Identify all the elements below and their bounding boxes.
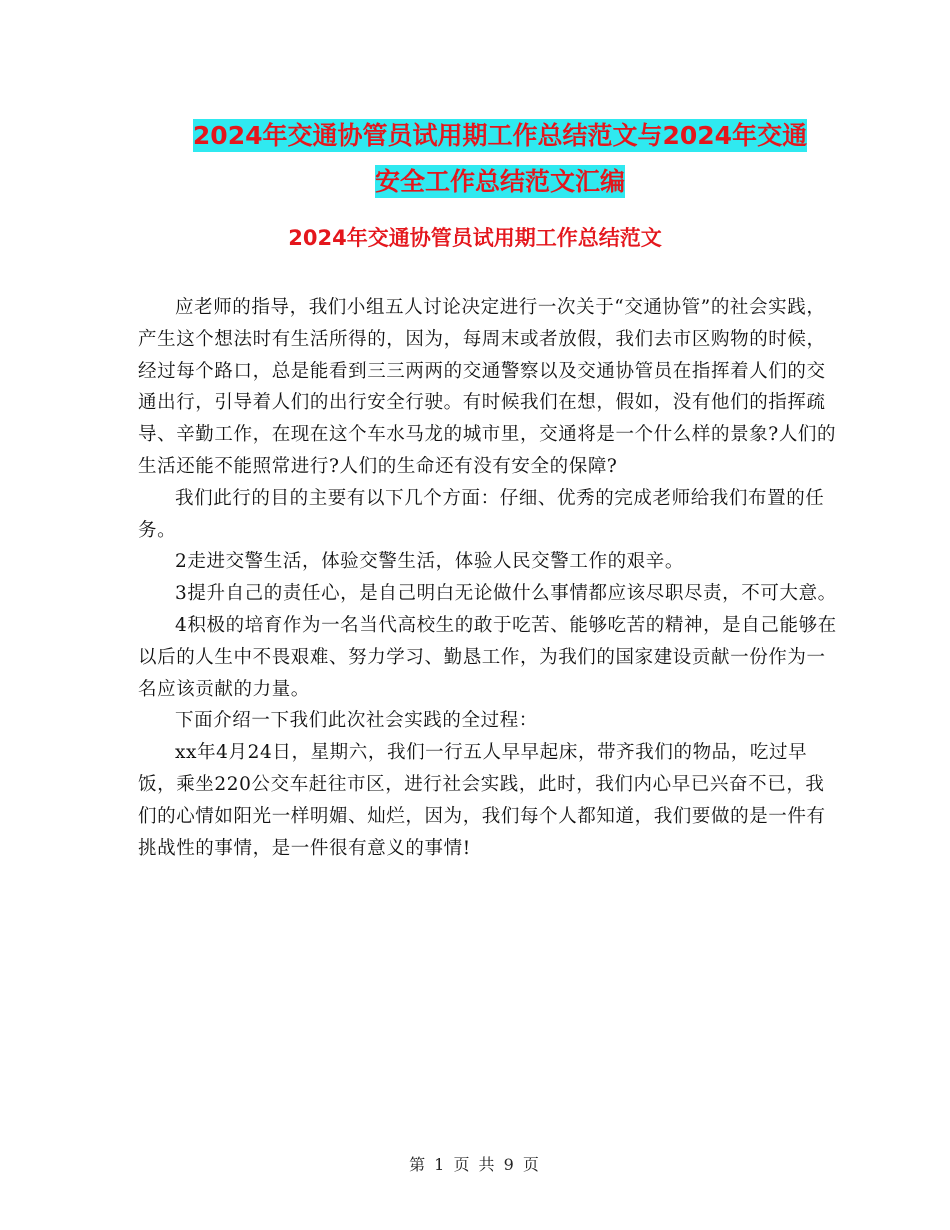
section-title: 2024年交通协管员试用期工作总结范文	[288, 226, 662, 250]
paragraph-process-intro: 下面介绍一下我们此次社会实践的全过程：	[175, 710, 538, 732]
page-footer: 第 1 页 共 9 页	[409, 1155, 541, 1174]
document-title-line-2: 安全工作总结范文汇编	[374, 167, 625, 196]
document-title-line-1: 2024年交通协管员试用期工作总结范文与2024年交通	[192, 121, 808, 150]
paragraph-process-day: xx年4月24日，星期六，我们一行五人早早起床，带齐我们的物品，吃过早饭，乘坐220公交车赶往市区，进行社会实践，此时，我们内心早已兴奋不已，我们的心情如阳光一样明媚、灿烂，因为，我们每个人都知道，我们要做的是一件有挑战性的事情，是一件很有意义的事情!	[138, 742, 826, 859]
document-body	[138, 292, 838, 864]
paragraph-item-4: 4积极的培育作为一名当代高校生的敢于吃苦、能够吃苦的精神，是自己能够在以后的人生中不畏艰难、努力学习、勤恳工作，为我们的国家建设贡献一份作为一名应该贡献的力量。	[138, 614, 837, 700]
paragraph-item-2: 2走进交警生活，体验交警生活，体验人民交警工作的艰辛。	[175, 551, 684, 573]
paragraph-purpose: 我们此行的目的主要有以下几个方面：仔细、优秀的完成老师给我们布置的任务。	[138, 487, 825, 541]
paragraph-item-3: 3提升自己的责任心，是自己明白无论做什么事情都应该尽职尽责，不可大意。	[175, 583, 837, 605]
paragraph-intro: 应老师的指导，我们小组五人讨论决定进行一次关于“交通协管”的社会实践，产生这个想法时有生活所得的，因为，每周末或者放假，我们去市区购物的时候，经过每个路口，总是能看到三三两两的交通警察以及交通协管员在指挥着人们的交通出行，引导着人们的出行安全行驶。有时候我们在想，假如，没有他们的指挥疏导、辛勤工作，在现在这个车水马龙的城市里，交通将是一个什么样的景象?人们的生活还能不能照常进行?人们的生命还有没有安全的保障?	[138, 297, 837, 477]
document-title	[140, 113, 860, 205]
